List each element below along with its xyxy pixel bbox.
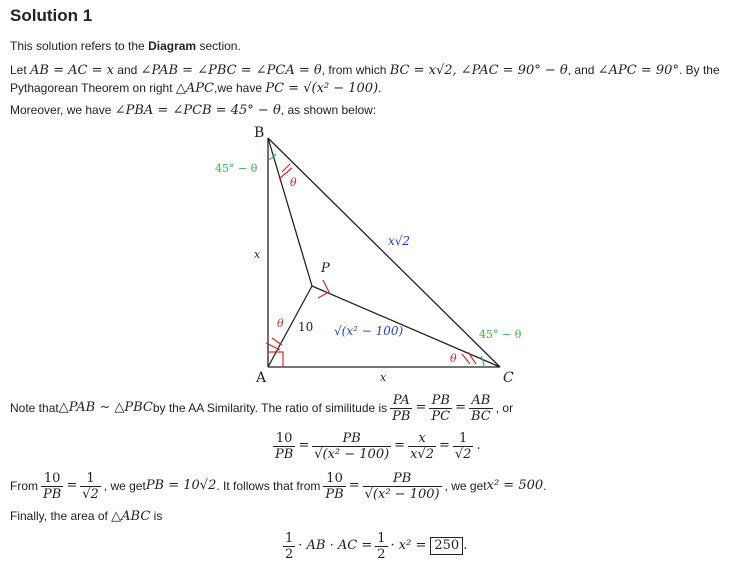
intro-text: This solution refers to the [10, 39, 149, 53]
math-similar-triangles: △PAB ∼ △PBC [58, 400, 153, 415]
label-c: C [503, 370, 514, 386]
fraction-half-1: $\frac{1}{2}$ [285, 530, 294, 562]
label-bc: x√2 [388, 234, 411, 248]
label-pc: √(x² − 100) [334, 324, 404, 338]
answer-box: 250 [430, 537, 463, 555]
tick-ap-1 [272, 338, 282, 345]
angle-b-outer: 45° − θ [215, 162, 258, 175]
math-ab-ac: AB = AC = x [30, 63, 114, 78]
tick-pc-1 [462, 354, 470, 364]
setup-line-1: Let AB = AC = x and ∠PAB = ∠PBC = ∠PCA = θ, from which BC = x√2, ∠PAC = 90° − θ, and ∠APC = 90°. By the [10, 63, 720, 78]
math-pb-value: PB = 10√2 [145, 478, 217, 493]
label-ac: x [380, 371, 387, 384]
math-x-squared: x² = 500 [486, 478, 544, 493]
angle-a-inner: θ [277, 317, 284, 330]
fraction-1-root2: $\frac{1}{√2}$ [454, 430, 472, 462]
from-line: From $\frac{10}{PB}$ = $\frac{1}{√2}$ , we get PB = 10√2 . It follows that from $\frac{10}{PB}$ = $\frac{PB}{\text{√(x² − 100)}}$ , we get x² = 500 . [10, 470, 547, 502]
fraction-1-root2-2: $\frac{1}{√2}$ [82, 470, 99, 502]
math-bc: BC = x√2, ∠PAC = 90° − θ [389, 63, 568, 78]
angle-c-outer: 45° − θ [479, 328, 522, 341]
area-equation: $\frac{1}{2}$ · AB · AC = $\frac{1}{2}$ · x² = 250 . [285, 530, 468, 562]
fraction-pb-root-2: $\frac{PB}{\text{√(x² − 100)}}$ [364, 470, 440, 502]
label-p: P [321, 261, 330, 276]
finally-line: Finally, the area of △ABC is [10, 509, 163, 524]
setup-line-2: Pythagorean Theorem on right △APC,we have PC = √(x² − 100). [10, 81, 382, 96]
label-b: B [254, 125, 265, 141]
math-triangle-apc: △APC [175, 81, 214, 96]
intro-paragraph [10, 38, 241, 54]
angle-c-inner: θ [450, 352, 457, 365]
label-ap: 10 [298, 320, 314, 334]
fraction-pa-pb: $\frac{PA}{PB}$ [392, 392, 411, 424]
fraction-10-pb-2: $\frac{10}{PB}$ [43, 470, 62, 502]
fraction-10-pb: $\frac{10}{PB}$ [275, 430, 294, 462]
arc-c [481, 356, 484, 367]
fraction-ab-bc: $\frac{AB}{BC}$ [471, 392, 491, 424]
angle-b-inner: θ [290, 176, 297, 189]
fraction-pb-root: $\frac{PB}{\text{√(x² − 100)}}$ [314, 430, 390, 462]
equation-ratio: $\frac{10}{PB}$ = $\frac{PB}{\text{√(x² − 100)}}$ = $\frac{x}{x√2}$ = $\frac{1}{√2}$ . [275, 430, 481, 462]
moreover-line: Moreover, we have ∠PBA = ∠PCB = 45° − θ, as shown below: [10, 103, 377, 118]
fraction-10-pb-3: $\frac{10}{PB}$ [325, 470, 344, 502]
label-ab: x [254, 248, 261, 261]
page-title: Solution 1 [10, 6, 93, 25]
math-angle-45: ∠PBA = ∠PCB = 45° − θ [114, 103, 281, 118]
fraction-half-2: $\frac{1}{2}$ [377, 530, 386, 562]
math-apc: ∠APC = 90° [597, 63, 679, 78]
fraction-pb-pc: $\frac{PB}{PC}$ [431, 392, 451, 424]
similarity-line: Note that △PAB ∼ △PBC by the AA Similarity. The ratio of similitude is $\frac{PA}{PB}$ = $\frac{PB}{PC}$ = $\frac{AB}{BC}$ , or [10, 392, 514, 424]
math-angle-theta: ∠PAB = ∠PBC = ∠PCA = θ [140, 63, 322, 78]
fraction-x-xroot2: $\frac{x}{x√2}$ [410, 430, 434, 462]
geometry-diagram [200, 120, 530, 390]
math-triangle-abc: △ABC [111, 509, 151, 524]
diagram-section-link: Diagram [148, 39, 197, 53]
intro-text-end: section. [196, 39, 241, 53]
math-pc: PC = √(x² − 100) [265, 81, 379, 96]
label-a: A [256, 370, 267, 386]
